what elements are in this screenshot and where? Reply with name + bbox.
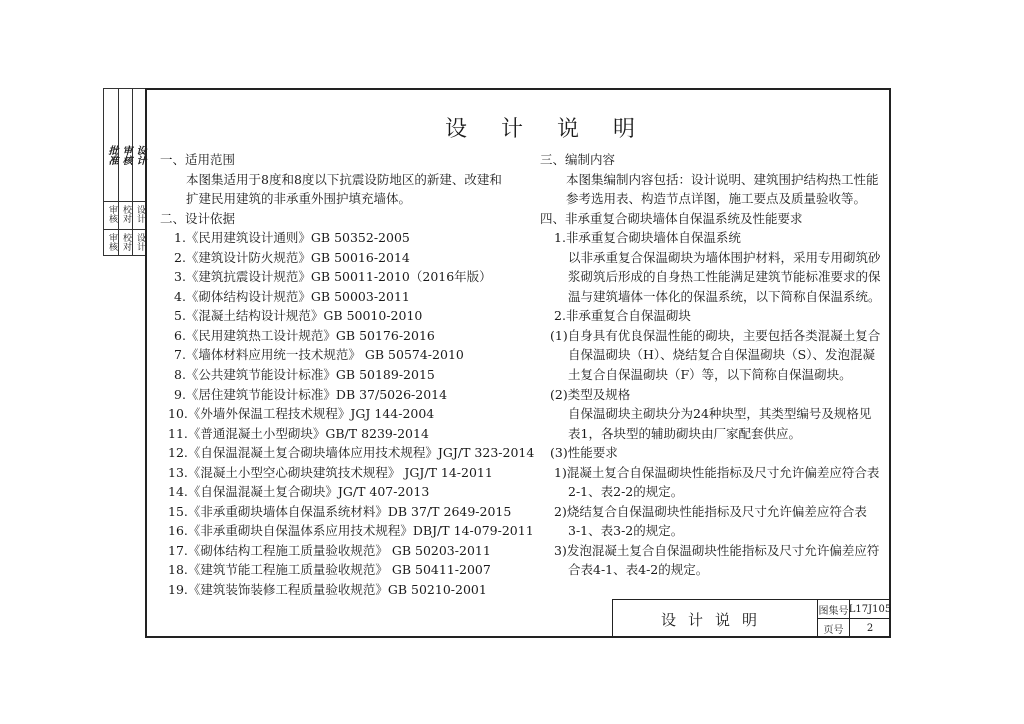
text-line: 浆砌筑后形成的自身热工性能满足建筑节能标准要求的保 (568, 269, 881, 285)
atlas-number-value: L17J105 (850, 600, 890, 619)
text-line: 10.《外墙外保温工程技术规程》JGJ 144-2004 (168, 406, 435, 422)
text-line: 18.《建筑节能工程施工质量验收规范》 GB 50411-2007 (168, 562, 491, 578)
title-block (612, 599, 891, 638)
text-line: 三、编制内容 (540, 152, 616, 167)
text-line: 自保温砌块（H）、烧结复合自保温砌块（S）、发泡混凝 (568, 347, 875, 363)
text-line: 13.《混凝土小型空心砌块建筑技术规程》 JGJ/T 14-2011 (168, 464, 493, 480)
right-column (540, 150, 881, 580)
text-line: 自保温砌块主砌块分为24种块型，其类型编号及规格见 (568, 406, 872, 422)
text-line: 5.《混凝土结构设计规范》GB 50010-2010 (174, 308, 423, 324)
approval-label: 设计 (135, 205, 145, 223)
text-line: 本图集编制内容包括：设计说明、建筑围护结构热工性能 (566, 171, 879, 187)
text-line: 19.《建筑装饰装修工程质量验收规范》GB 50210-2001 (168, 582, 487, 598)
text-line: (3)性能要求 (550, 445, 618, 461)
approval-label: 校对 (121, 233, 131, 251)
text-line: 3-1、表3-2的规定。 (568, 523, 684, 539)
text-line: 11.《普通混凝土小型砌块》GB/T 8239-2014 (168, 425, 429, 441)
approval-sidebar (103, 88, 145, 256)
text-line: 1)混凝土复合自保温砌块性能指标及尺寸允许偏差应符合表 (554, 464, 880, 480)
text-line: 表1，各块型的辅助砌块由厂家配套供应。 (568, 425, 801, 441)
text-line: 1.非承重复合砌块墙体自保温系统 (554, 230, 741, 246)
text-line: 3)发泡混凝土复合自保温砌块性能指标及尺寸允许偏差应符 (554, 542, 880, 558)
text-line: 7.《墙体材料应用统一技术规范》 GB 50574-2010 (174, 347, 464, 363)
text-line: (2)类型及规格 (550, 386, 631, 402)
approval-label: 校对 (121, 205, 131, 223)
page-number-value: 2 (866, 623, 874, 634)
text-line: (1)自身具有优良保温性能的砌块，主要包括各类混凝土复合 (550, 327, 881, 343)
left-column (160, 150, 534, 600)
text-line: 以非承重复合保温砌块为墙体围护材料，采用专用砌筑砂 (568, 249, 881, 265)
text-line: 2.《建筑设计防火规范》GB 50016-2014 (174, 249, 410, 265)
text-line: 参考选用表、构造节点详图，施工要点及质量验收等。 (566, 191, 867, 207)
text-line: 4.《砌体结构设计规范》GB 50003-2011 (174, 288, 410, 304)
text-line: 2-1、表2-2的规定。 (568, 484, 684, 500)
text-line: 2.非承重复合自保温砌块 (554, 308, 691, 324)
text-line: 扩建民用建筑的非承重外围护填充墙体。 (186, 191, 412, 207)
text-line: 14.《自保温混凝土复合砌块》JG/T 407-2013 (168, 484, 430, 500)
text-line: 四、非承重复合砌块墙体自保温系统及性能要求 (540, 210, 803, 226)
text-line: 15.《非承重砌块墙体自保温系统材料》DB 37/T 2649-2015 (168, 503, 512, 519)
text-line: 二、设计依据 (160, 210, 236, 226)
text-line: 6.《民用建筑热工设计规范》GB 50176-2016 (174, 327, 435, 343)
text-line: 2)烧结复合自保温砌块性能指标及尺寸允许偏差应符合表 (554, 503, 867, 519)
title-block-title: 设计说明 (613, 600, 818, 638)
text-line: 合表4-1、表4-2的规定。 (568, 562, 709, 578)
text-line: 3.《建筑抗震设计规范》GB 50011-2010（2016年版） (174, 269, 492, 285)
approval-label: 审核 (107, 205, 117, 223)
text-line: 土复合自保温砌块（F）等，以下简称自保温砌块。 (568, 367, 852, 383)
page-number-label: 页号 (818, 619, 850, 638)
text-line: 1.《民用建筑设计通则》GB 50352-2005 (174, 230, 410, 246)
atlas-number-label: 图集号 (818, 600, 850, 619)
page-title: 设计说明 (445, 117, 670, 142)
signature-stamp: 审核 (120, 145, 131, 165)
text-line: 一、适用范围 (160, 152, 236, 167)
text-line: 12.《自保温混凝土复合砌块墙体应用技术规程》JGJ/T 323-2014 (168, 445, 535, 461)
text-line: 16.《非承重砌块自保温体系应用技术规程》DBJ/T 14-079-2011 (168, 523, 534, 539)
text-line: 温与建筑墙体一体化的保温系统，以下简称自保温系统。 (568, 288, 881, 304)
text-line: 8.《公共建筑节能设计标准》GB 50189-2015 (174, 367, 435, 383)
approval-label: 设计 (135, 233, 145, 251)
signature-stamp: 批准 (106, 145, 117, 165)
text-line: 本图集适用于8度和8度以下抗震设防地区的新建、改建和 (186, 171, 502, 187)
approval-label: 审核 (107, 233, 117, 251)
text-line: 17.《砌体结构工程施工质量验收规范》 GB 50203-2011 (168, 542, 491, 558)
signature-stamp: 设计 (134, 145, 145, 165)
text-line: 9.《居住建筑节能设计标准》DB 37/5026-2014 (174, 386, 448, 402)
